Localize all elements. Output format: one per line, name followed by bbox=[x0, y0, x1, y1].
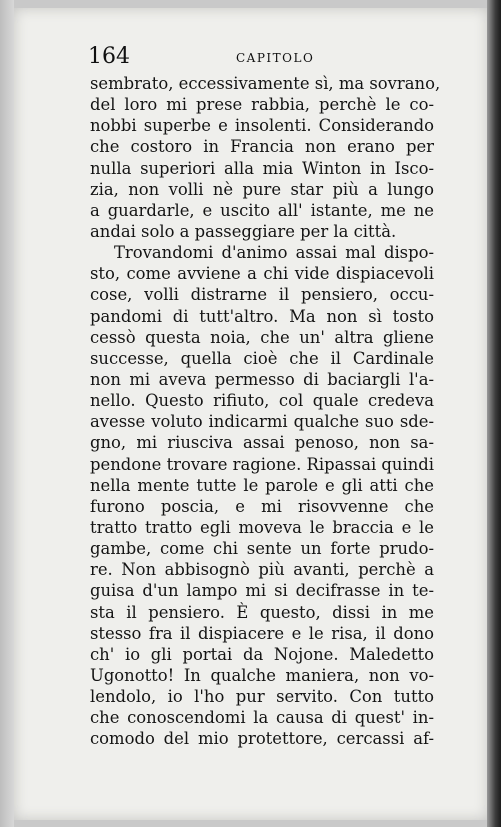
text-line: che costoro in Francia non erano per bbox=[90, 137, 434, 157]
text-line: pandomi di tutt'altro. Ma non sì tosto bbox=[90, 306, 434, 326]
text-line: andai solo a passeggiare per la città. bbox=[90, 221, 397, 241]
text-line: cessò questa noia, che un' altra gliene bbox=[90, 327, 434, 347]
running-head: CAPITOLO bbox=[236, 51, 315, 65]
scan-left-margin bbox=[0, 0, 14, 827]
text-line: tratto tratto egli moveva le braccia e le bbox=[90, 517, 434, 537]
text-line: nella mente tutte le parole e gli atti che bbox=[90, 475, 434, 495]
body-text bbox=[90, 73, 441, 750]
text-line: pendone trovare ragione. Ripassai quindi bbox=[90, 454, 435, 474]
text-line: furono poscia, e mi risovvenne che bbox=[90, 496, 434, 516]
text-line: del loro mi prese rabbia, perchè le co- bbox=[90, 95, 434, 115]
text-line: nulla superiori alla mia Winton in Isco- bbox=[90, 158, 434, 178]
book-binding-shadow bbox=[487, 0, 501, 827]
page-header bbox=[88, 44, 436, 76]
text-line: gno, mi riusciva assai penoso, non sa- bbox=[90, 433, 434, 453]
text-line: stesso fra il dispiacere e le risa, il dono bbox=[90, 623, 434, 643]
text-line: zia, non volli nè pure star più a lungo bbox=[90, 179, 434, 199]
text-line: sta il pensiero. È questo, dissi in me bbox=[90, 602, 434, 622]
text-line: che conoscendomi la causa di quest' in- bbox=[90, 708, 434, 728]
text-line: sembrato, eccessivamente sì, ma sovrano, bbox=[90, 74, 441, 93]
text-line: comodo del mio protettore, cercassi af- bbox=[90, 729, 434, 749]
text-line: successe, quella cioè che il Cardinale bbox=[90, 348, 434, 368]
text-line: nello. Questo rifiuto, col quale credeva bbox=[90, 391, 434, 411]
text-line: nobbi superbe e insolenti. Considerando bbox=[90, 116, 434, 136]
text-line: non mi aveva permesso di baciargli l'a- bbox=[90, 369, 434, 389]
text-line: sto, come avviene a chi vide dispiacevoli bbox=[90, 264, 434, 284]
text-line: gambe, come chi sente un forte prudo- bbox=[90, 539, 434, 559]
text-line: lendolo, io l'ho pur servito. Con tutto bbox=[90, 687, 434, 707]
text-line: ch' io gli portai da Nojone. Maledetto bbox=[90, 644, 434, 664]
text-line: Trovandomi d'animo assai mal dispo- bbox=[114, 243, 434, 263]
text-line: avesse voluto indicarmi qualche suo sde- bbox=[90, 412, 434, 432]
text-line: a guardarle, e uscito all' istante, me ne bbox=[90, 200, 434, 220]
text-line: guisa d'un lampo mi si decifrasse in te- bbox=[90, 581, 434, 601]
text-line: cose, volli distrarne il pensiero, occu- bbox=[90, 285, 434, 305]
text-line: re. Non abbisognò più avanti, perchè a bbox=[90, 560, 434, 580]
text-line: Ugonotto! In qualche maniera, non vo- bbox=[90, 665, 434, 685]
page-number: 164 bbox=[88, 44, 130, 69]
